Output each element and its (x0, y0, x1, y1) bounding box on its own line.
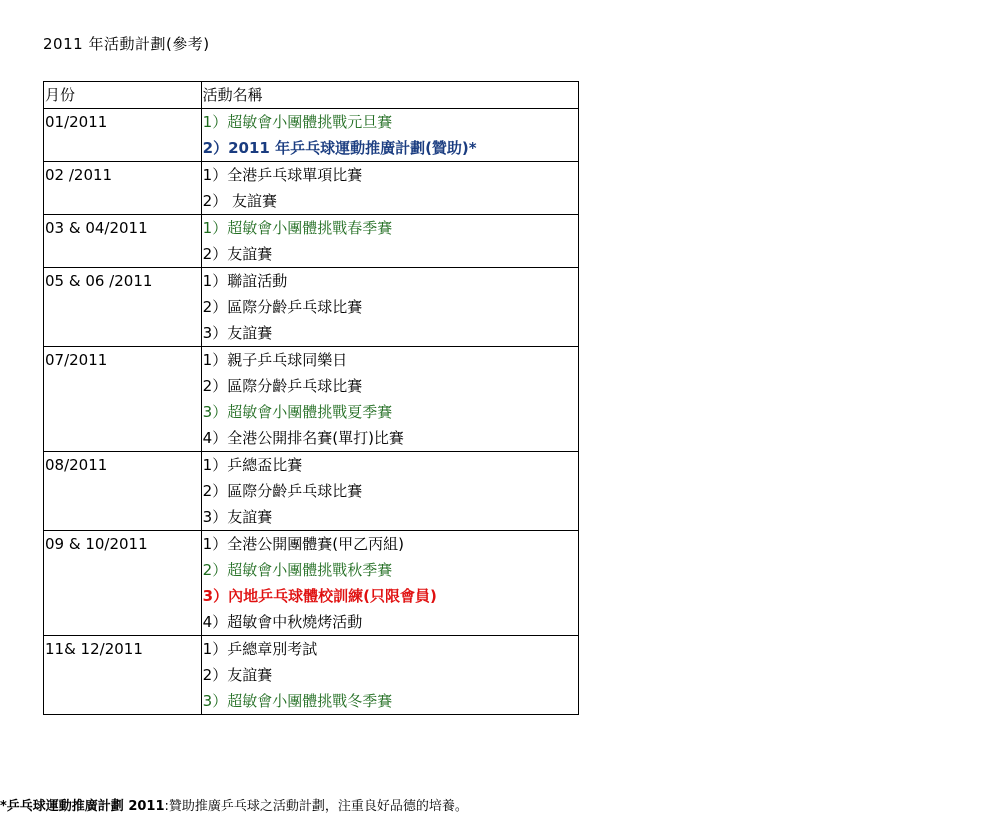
activity-item: 3）內地乒乓球體校訓練(只限會員) (202, 587, 437, 605)
activity-cell (201, 636, 578, 715)
footnote (0, 795, 468, 814)
activity-cell (201, 452, 578, 531)
table-header-row (44, 82, 579, 109)
activity-item: 2）友誼賽 (202, 245, 273, 263)
activity-item: 2）區際分齡乒乓球比賽 (202, 482, 363, 500)
activity-cell (201, 215, 578, 268)
footnote-title: *乒乓球運動推廣計劃 2011 (0, 799, 165, 814)
activity-item: 1）親子乒乓球同樂日 (202, 351, 348, 369)
header-activity: 活動名稱 (201, 82, 578, 109)
activity-item: 2）區際分齡乒乓球比賽 (202, 377, 363, 395)
table-row (44, 531, 579, 636)
activity-item: 1）乒總章別考試 (202, 640, 318, 658)
month-cell: 09 & 10/2011 (44, 531, 202, 636)
activity-item: 1）全港乒乓球單項比賽 (202, 166, 363, 184)
activity-item: 1）乒總盃比賽 (202, 456, 303, 474)
footnote-text: :贊助推廣乒乓球之活動計劃，注重良好品德的培養。 (164, 799, 468, 814)
table-row (44, 636, 579, 715)
page-title: 2011 年活動計劃(參考) (43, 35, 210, 53)
table-row (44, 347, 579, 452)
activity-cell (201, 268, 578, 347)
activity-item: 1）聯誼活動 (202, 272, 288, 290)
month-cell: 01/2011 (44, 109, 202, 162)
activity-cell (201, 109, 578, 162)
month-cell: 02 /2011 (44, 162, 202, 215)
activity-item: 1）超敏會小團體挑戰春季賽 (202, 219, 393, 237)
activity-item: 2）區際分齡乒乓球比賽 (202, 298, 363, 316)
month-cell: 07/2011 (44, 347, 202, 452)
activity-cell (201, 531, 578, 636)
table-row (44, 268, 579, 347)
activity-schedule-table (43, 81, 579, 715)
month-cell: 11& 12/2011 (44, 636, 202, 715)
table-body (44, 109, 579, 715)
month-cell: 05 & 06 /2011 (44, 268, 202, 347)
table-row (44, 452, 579, 531)
activity-item: 3）超敏會小團體挑戰冬季賽 (202, 692, 393, 710)
activity-item: 2） 友誼賽 (202, 192, 277, 210)
header-month: 月份 (44, 82, 202, 109)
activity-item: 4）超敏會中秋燒烤活動 (202, 613, 363, 631)
activity-item: 2）超敏會小團體挑戰秋季賽 (202, 561, 393, 579)
activity-item: 1）全港公開團體賽(甲乙丙組) (202, 535, 404, 553)
table-row (44, 215, 579, 268)
table-row (44, 162, 579, 215)
activity-item: 3）超敏會小團體挑戰夏季賽 (202, 403, 393, 421)
activity-item: 4）全港公開排名賽(單打)比賽 (202, 429, 404, 447)
month-cell: 08/2011 (44, 452, 202, 531)
activity-cell (201, 162, 578, 215)
activity-item: 1）超敏會小團體挑戰元旦賽 (202, 113, 393, 131)
activity-cell (201, 347, 578, 452)
activity-item: 2）友誼賽 (202, 666, 273, 684)
activity-item: 3）友誼賽 (202, 508, 273, 526)
activity-item: 3）友誼賽 (202, 324, 273, 342)
activity-item: 2）2011 年乒乓球運動推廣計劃(贊助)* (202, 139, 477, 157)
table-row (44, 109, 579, 162)
month-cell: 03 & 04/2011 (44, 215, 202, 268)
